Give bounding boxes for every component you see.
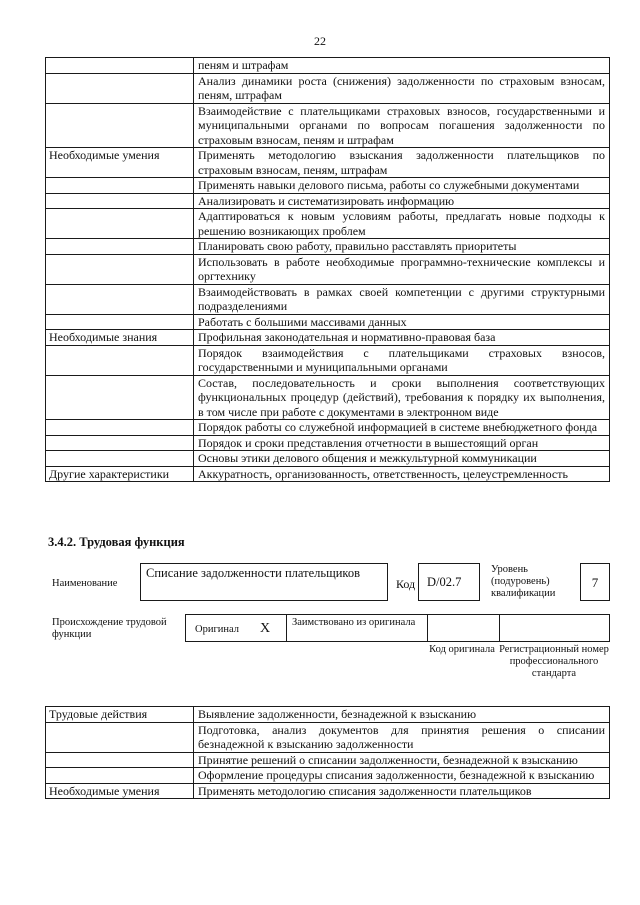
- level-value: 7: [580, 563, 610, 601]
- reg-number-caption: Регистрационный номер профессионального стандарта: [499, 644, 609, 679]
- table-row: [46, 314, 610, 330]
- row-text: Основы этики делового общения и межкультурной коммуникации: [194, 451, 610, 467]
- original-mark: X: [260, 621, 271, 636]
- section-heading: 3.4.2. Трудовая функция: [48, 535, 185, 549]
- table-row: [46, 375, 610, 420]
- origin-row: [185, 614, 610, 642]
- row-label: [46, 768, 194, 784]
- row-label: [46, 420, 194, 436]
- row-text: Применять навыки делового письма, работы со служебными документами: [194, 178, 610, 194]
- row-text: Применять методологию взыскания задолженности плательщиков по страховым взносам, пеням, штрафам: [194, 148, 610, 178]
- competency-table: [45, 57, 610, 482]
- labor-actions-table: [45, 706, 610, 799]
- borrowed-label: Заимствовано из оригинала: [292, 617, 416, 628]
- row-label: [46, 375, 194, 420]
- table-row: [46, 345, 610, 375]
- row-text: Анализировать и систематизировать информацию: [194, 193, 610, 209]
- row-label: [46, 722, 194, 752]
- table-row: [46, 722, 610, 752]
- row-text: Состав, последовательность и сроки выполнения соответствующих функциональных процедур (действий), требования к порядку их выполнения, в том числе при работе с документами в электронном виде: [194, 375, 610, 420]
- row-text: Анализ динамики роста (снижения) задолженности по страховым взносам, пеням, штрафам: [194, 73, 610, 103]
- code-value: D/02.7: [418, 563, 480, 601]
- row-label: [46, 451, 194, 467]
- row-text: Взаимодействовать в рамках своей компетенции с другими структурными подразделениями: [194, 284, 610, 314]
- row-text: Порядок и сроки представления отчетности в вышестоящий орган: [194, 435, 610, 451]
- row-text: Порядок работы со служебной информацией в системе внебюджетного фонда: [194, 420, 610, 436]
- table-row: [46, 58, 610, 74]
- row-text: Взаимодействие с плательщиками страховых взносов, государственными и муниципальными органами по вопросам погашения задолженности по страховым взносам, пеням и штрафам: [194, 103, 610, 148]
- row-label: [46, 103, 194, 148]
- row-label: [46, 752, 194, 768]
- page-number: 22: [314, 34, 326, 48]
- table-row: [46, 209, 610, 239]
- row-text: Адаптироваться к новым условиям работы, предлагать новые подходы к решению возникающих проблем: [194, 209, 610, 239]
- table-row: [46, 330, 610, 346]
- table-row: [46, 254, 610, 284]
- table-row: [46, 768, 610, 784]
- row-text: Использовать в работе необходимые программно-технические комплексы и оргтехнику: [194, 254, 610, 284]
- row-label: Трудовые действия: [46, 707, 194, 723]
- table-row: [46, 783, 610, 799]
- name-value: Списание задолженности плательщиков: [140, 563, 388, 601]
- row-label: Необходимые умения: [46, 783, 194, 799]
- origin-label: Происхождение трудовой функции: [52, 617, 167, 640]
- row-text: Выявление задолженности, безнадежной к взысканию: [194, 707, 610, 723]
- row-text: Профильная законодательная и нормативно-правовая база: [194, 330, 610, 346]
- table-row: [46, 284, 610, 314]
- row-label: [46, 345, 194, 375]
- origin-code-caption: Код оригинала: [429, 644, 495, 655]
- table-row: [46, 752, 610, 768]
- row-label: [46, 254, 194, 284]
- row-label: [46, 73, 194, 103]
- row-text: Оформление процедуры списания задолженности, безнадежной к взысканию: [194, 768, 610, 784]
- row-text: Применять методологию списания задолженности плательщиков: [194, 783, 610, 799]
- row-label: [46, 314, 194, 330]
- code-label: Код: [396, 577, 416, 591]
- row-text: Принятие решений о списании задолженности, безнадежной к взысканию: [194, 752, 610, 768]
- table-row: [46, 148, 610, 178]
- table-row: [46, 451, 610, 467]
- row-label: [46, 58, 194, 74]
- row-text: Порядок взаимодействия с плательщиками страховых взносов, государственными и муниципальными органами: [194, 345, 610, 375]
- row-text: Работать с большими массивами данных: [194, 314, 610, 330]
- table-row: [46, 103, 610, 148]
- level-label: Уровень (подуровень) квалификации: [491, 564, 556, 599]
- row-label: [46, 209, 194, 239]
- table-row: [46, 420, 610, 436]
- row-label: [46, 435, 194, 451]
- row-text: Аккуратность, организованность, ответственность, целеустремленность: [194, 466, 610, 482]
- table-row: [46, 435, 610, 451]
- original-label: Оригинал: [195, 624, 239, 635]
- row-label: [46, 239, 194, 255]
- row-text: пеням и штрафам: [194, 58, 610, 74]
- row-label: [46, 284, 194, 314]
- table-row: [46, 707, 610, 723]
- table-row: [46, 193, 610, 209]
- row-label: [46, 178, 194, 194]
- row-text: Планировать свою работу, правильно расставлять приоритеты: [194, 239, 610, 255]
- row-text: Подготовка, анализ документов для принятия решения о списании безнадежной к взысканию задолженности: [194, 722, 610, 752]
- row-label: [46, 193, 194, 209]
- table-row: [46, 466, 610, 482]
- table-row: [46, 178, 610, 194]
- row-label: Другие характеристики: [46, 466, 194, 482]
- table-row: [46, 239, 610, 255]
- table-row: [46, 73, 610, 103]
- row-label: Необходимые знания: [46, 330, 194, 346]
- name-label: Наименование: [52, 578, 118, 589]
- row-label: Необходимые умения: [46, 148, 194, 178]
